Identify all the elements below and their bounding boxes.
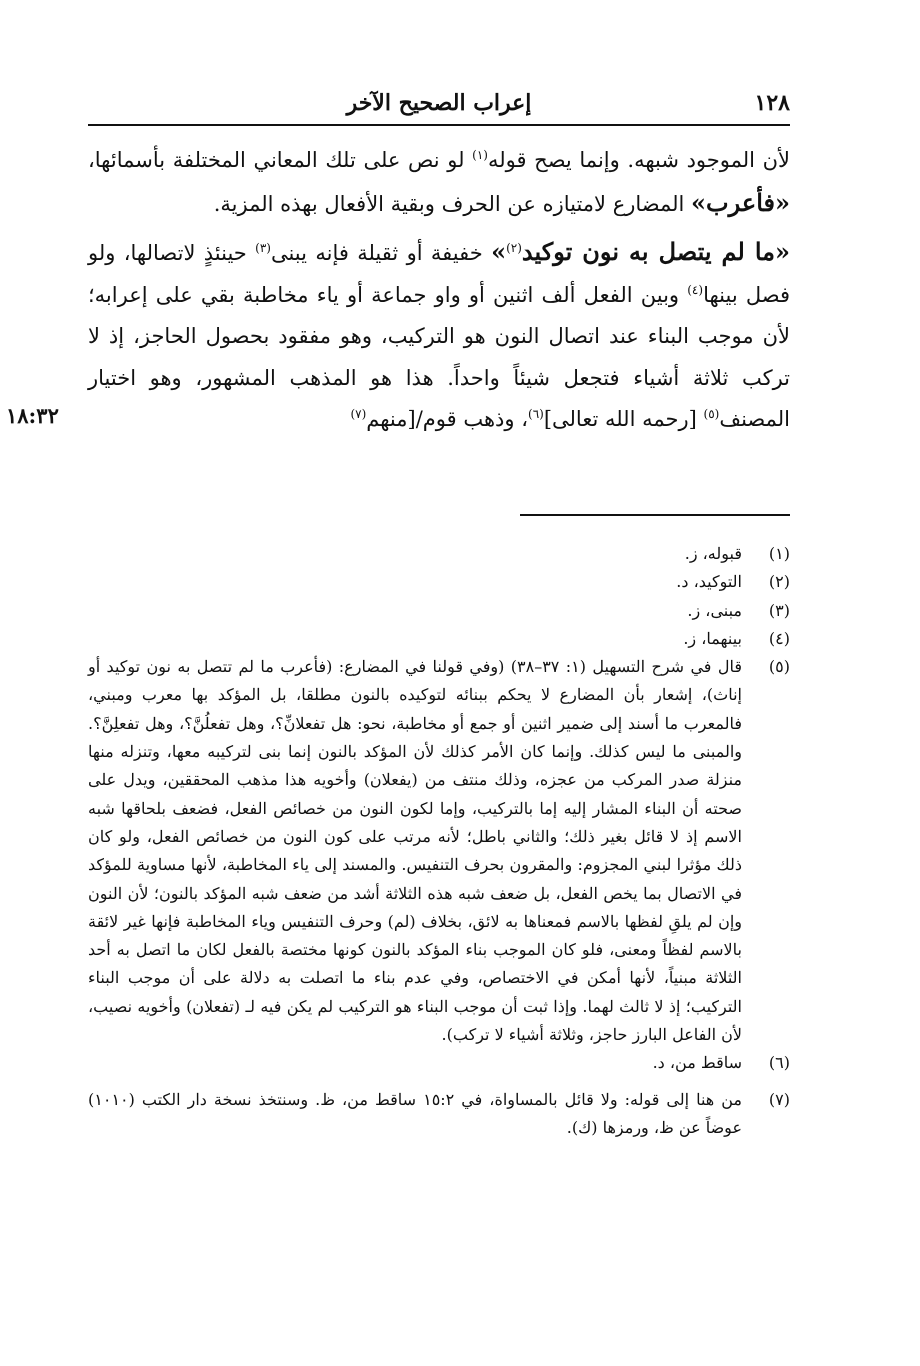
emphasis-text: «ما لم يتصل به نون توكيد (521, 237, 791, 266)
emphasis-text: «فأعرب» (691, 187, 790, 217)
footnote-text: قبوله، ز. (684, 544, 742, 563)
page-header (88, 88, 790, 124)
header-rule (88, 124, 790, 126)
text-run: حينئذٍ لاتصالها، ولو فصل بينها (88, 241, 790, 307)
footnote-text: مبنى، ز. (687, 600, 742, 620)
footnote-ref-6[interactable]: (٦) (528, 407, 544, 421)
footnote-ref-4[interactable]: (٤) (687, 282, 704, 297)
text-run: خفيفة أو ثقيلة فإنه يبنى (270, 241, 483, 265)
footnote-number: (١) (768, 544, 790, 563)
footnote-3 (88, 597, 790, 625)
footnote-number: (٢) (768, 572, 790, 592)
footnotes (88, 540, 790, 1142)
footnote-7 (88, 1086, 790, 1143)
text-run: [رحمه الله تعالى] (543, 407, 697, 431)
text-run: المضارع لامتيازه عن الحرف وبقية الأفعال بهذه المزية. (213, 191, 685, 216)
main-paragraph-1 (88, 140, 790, 225)
main-paragraph-2 (88, 231, 790, 441)
footnote-ref-3[interactable]: (٣) (255, 241, 271, 255)
footnote-text: بينهما، ز. (683, 628, 742, 648)
text-run: ، وذهب قوم/[منهم (366, 407, 528, 431)
footnote-2 (88, 568, 790, 596)
footnote-ref-2[interactable]: (٢) (506, 241, 522, 255)
main-text (88, 140, 790, 441)
footnote-text: ساقط من، د. (652, 1053, 742, 1073)
running-title: إعراب الصحيح الآخر (346, 90, 532, 116)
footnote-number: (٥) (768, 657, 790, 677)
page-number: ١٢٨ (754, 90, 790, 116)
footnote-5 (88, 653, 790, 1049)
footnote-text: التوكيد، د. (676, 572, 742, 592)
footnote-number: (٣) (768, 600, 790, 620)
footnote-ref-1[interactable]: (١) (472, 148, 488, 162)
text-run: وبين الفعل ألف اثنين أو واو جماعة أو ياء مخاطبة بقي على إعرابه؛ لأن موجب البناء عند اتصال النون هو التركيب، وهو مفقود بحصول الحاجز، إذ لا تركب ثلاثة أشياء فتجعل شيئاً واحداً. هذا هو المذهب المشهور، وهو اختيار المصنف (88, 282, 790, 431)
footnote-6 (88, 1049, 790, 1077)
footnote-4 (88, 625, 790, 653)
footnote-number: (٤) (768, 628, 790, 648)
footnote-separator (520, 514, 790, 516)
footnote-number: (٦) (768, 1053, 790, 1073)
footnote-1 (88, 540, 790, 568)
emphasis-close: » (491, 237, 507, 266)
footnote-text: من هنا إلى قوله: ولا قائل بالمساواة، في ١٥:٢ ساقط من، ظ. وسنتخذ نسخة دار الكتب (١٠١٠) عوضاً عن ظ، ورمزها (ك). (88, 1089, 742, 1137)
footnote-ref-7[interactable]: (٧) (350, 407, 367, 421)
manuscript-margin-ref: ١٨:٣٢ (6, 403, 59, 428)
footnote-text: قال في شرح التسهيل (١: ٣٧–٣٨) (وفي قولنا في المضارع: (فأعرب ما لم تتصل به نون توكيد أو إناث)، إشعار بأن المضارع لا يحكم ببنائه لتوكيده بالنون مطلقا، بل المؤكد بها معرب ومبني، فالمعرب ما أسند إلى ضمير اثنين أو جمع أو مخاطبة، نحو: هل تفعلانِّ؟، وهل تفعلُنَّ؟، وهل تفعلِنَّ؟. والمبنى ما ليس كذلك. وإنما كان الأمر كذلك لأن المؤكد بالنون إنما بنى لتركيبه معها، وتنزله منها منزلة صدر المركب من عجزه، وذلك منتف من (يفعلان) وأخويه هذا مذهب المحققين، ويدل على صحته أن البناء المشار إليه إما بالتركيب، وإما لكون النون من خصائص الفعل، فضعف بلحاقها شبه الاسم إذ لا قائل بغير ذلك؛ والثاني باطل؛ لأنه مرتب على كون النون من خصائص الفعل، ولو كان ذلك مؤثرا لبني المجزوم: والمقرون بحرف التنفيس. والمسند إلى ياء المخاطبة، لأنها مساوية للمؤكد في الاتصال بما يخص الفعل، بل ضعف شبه هذه الثلاثة أشد من ضعف شبه المؤكد بالنون؛ لأن النون وإن لم يلقِ لفظها بالاسم فمعناها به لائق، بخلاف (لم) وحرف التنفيس وياء المخاطبة فإنها غير لائقة بالاسم لفظاً ومعنى، فلو كان الموجب بناء المؤكد بالنون كونها مختصة بالفعل لكان ما اتصل به أحد الثلاثة مبنياً، لأنها أمكن في الاختصاص، وفي عدم بناء ما اتصلت به دلالة على أن موجب البناء التركيب؛ إذ لا ثالث لهما. وإذا ثبت أن موجب البناء هو التركيب لم يكن فيه لـ (تفعلان) وأخويه نصيب، لأن الفاعل البارز حاجز، وثلاثة أشياء لا تركب). (88, 657, 742, 1045)
footnote-ref-5[interactable]: (٥) (703, 407, 720, 421)
text-run: لو نص على تلك المعاني المختلفة بأسمائها، (88, 148, 465, 172)
footnote-number: (٧) (768, 1089, 790, 1109)
text-run: لأن الموجود شبهه. وإنما يصح قوله (487, 148, 790, 172)
